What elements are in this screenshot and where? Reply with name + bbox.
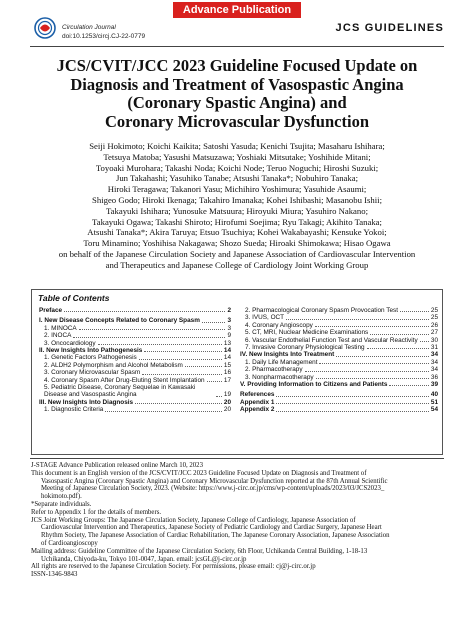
footnote-line: *Separate individuals. (31, 500, 92, 508)
toc-entry-page: 27 (430, 329, 438, 337)
toc-entry-page: 2 (227, 307, 231, 314)
toc-entry[interactable] (39, 362, 231, 369)
footnote-line: hokimoto.pdf). (41, 493, 82, 501)
toc-entry-page: 36 (430, 373, 438, 381)
author-line: Toyoaki Murohara; Takashi Noda; Koichi Node; Teruo Noguchi; Hiroshi Suzuki; (95, 162, 379, 173)
toc-entry[interactable] (240, 381, 438, 388)
toc-entry-label: 5. Pediatric Disease, Coronary Sequelae in Kawasaki Disease and Vasospastic Angina (44, 384, 196, 399)
toc-leader-dots (105, 411, 222, 412)
jcs-logo-icon (34, 17, 56, 39)
toc-entry-label: 3. Coronary Microvascular Spasm (44, 369, 141, 377)
toc-entry-label: II. New Insights Into Pathogenesis (39, 347, 143, 355)
journal-doi: doi:10.1253/circj.CJ-22-0779 (62, 32, 146, 40)
toc-leader-dots (367, 348, 429, 349)
toc-entry[interactable] (240, 314, 438, 321)
author-line: Toru Minamino; Yoshihisa Nakagawa; Shozo Sueda; Hiroaki Shimokawa; Hisao Ogawa (83, 238, 391, 249)
toc-leader-dots (305, 371, 429, 372)
footnote-line: Uchikanda, Chiyoda-ku, Tokyo 101-0047, Japan. email: jcsGL@j-circ.or.jp (41, 555, 247, 563)
toc-entry[interactable] (39, 384, 231, 399)
footnote-line: Mailing address: Guideline Committee of the Japanese Circulation Society, 6th Floor, Uchikanda Central Building, 1-18-13 (31, 547, 368, 555)
toc-entry-label: 6. Vascular Endothelial Function Test and Vascular Reactivity (245, 336, 418, 344)
toc-leader-dots (202, 322, 226, 323)
author-line: Jun Takahashi; Yasuhiko Tanabe; Atsushi Tanaka*; Nobuhiro Tanaka; (115, 173, 359, 184)
toc-entry-page: 20 (223, 398, 231, 406)
author-list (20, 141, 454, 271)
toc-entry-label: 1. MINOCA (44, 324, 77, 332)
toc-entry[interactable] (39, 369, 231, 376)
toc-leader-dots (276, 411, 428, 412)
toc-leader-dots (135, 403, 222, 404)
toc-entry-label: 2. INOCA (44, 332, 72, 340)
toc-entry[interactable] (39, 325, 231, 332)
toc-entry-label: 1. Genetic Factors Pathogenesis (44, 354, 137, 362)
footnote-line: This document is an English version of the JCS/CVIT/JCC 2023 Guideline Focused Update on Diagnosis and Treatment of (31, 469, 367, 477)
author-line: Hiroki Teragawa; Takanori Yasu; Michihiro Yoshimura; Yasuhide Asaumi; (107, 184, 367, 195)
toc-entry-label: 5. CT, MRI, Nuclear Medicine Examinations (245, 329, 369, 337)
toc-entry-label: 4. Coronary Spasm After Drug-Eluting Stent Implantation (44, 376, 205, 384)
toc-entry[interactable] (39, 307, 231, 314)
toc-entry-page: 34 (430, 351, 438, 359)
toc-leader-dots (79, 329, 226, 330)
footnote-line: Rhythm Society, The Japanese Association of Cardiac Rehabilitation, The Japanese Coronary Association, Japanese Association (41, 532, 390, 540)
toc-entry[interactable] (240, 374, 438, 381)
toc-leader-dots (319, 363, 428, 364)
toc-entry-label: References (240, 391, 275, 399)
toc-leader-dots (64, 311, 225, 312)
toc-entry-label: 2. ALDH2 Polymorphism and Alcohol Metabolism (44, 361, 183, 369)
toc-entry[interactable] (39, 399, 231, 406)
toc-entry-page: 3 (227, 317, 231, 325)
toc-entry[interactable] (240, 399, 438, 406)
toc-leader-dots (185, 366, 222, 367)
header-divider (30, 46, 444, 47)
toc-entry-page: 16 (223, 369, 231, 377)
toc-entry-label: 1. Daily Life Management (245, 358, 318, 366)
footnote-line: Meeting of Japanese Circulation Society, 2023. (Website: https://www.j-circ.or.jp/cms/wp-content/uploads/2023/03/JCS2023_ (41, 485, 385, 493)
toc-leader-dots (420, 341, 429, 342)
toc-left-column (39, 307, 231, 414)
toc-right-column (240, 307, 438, 414)
toc-entry-label: 1. Diagnostic Criteria (44, 406, 104, 414)
article-title (20, 57, 454, 131)
journal-name: Circulation Journal (62, 24, 116, 31)
author-line: on behalf of the Japanese Circulation Society and Japanese Association of Cardiovascular Intervention (58, 248, 416, 259)
toc-entry-page: 17 (223, 376, 231, 384)
toc-entry-label: V. Providing Information to Citizens and Patients (240, 381, 388, 389)
toc-entry[interactable] (240, 344, 438, 351)
toc-entry-page: 34 (430, 366, 438, 374)
toc-leader-dots (400, 311, 429, 312)
author-line: and Therapeutics and Japanese College of Cardiology Joint Working Group (105, 259, 369, 270)
toc-entry-label: I. New Disease Concepts Related to Coronary Spasm (39, 317, 200, 325)
toc-leader-dots (144, 351, 222, 352)
toc-entry-page: 26 (430, 321, 438, 329)
advance-publication-label: Advance Publication (173, 2, 301, 18)
author-line: Takayuki Ogawa; Takashi Shiroto; Hirofumi Soejima; Ryu Takagi; Akihito Tanaka; (92, 216, 382, 227)
toc-leader-dots (142, 374, 222, 375)
footnote-line: of Cardioangioscopy (41, 539, 98, 547)
toc-entry-label: 3. Nonpharmacotherapy (245, 373, 314, 381)
section-label: JCS GUIDELINES (335, 22, 444, 34)
toc-entry-page: 25 (430, 314, 438, 322)
title-line: JCS/CVIT/JCC 2023 Guideline Focused Update on (56, 56, 418, 75)
toc-entry[interactable] (240, 329, 438, 336)
author-line: Tetsuya Matoba; Yasushi Matsuzawa; Yoshiaki Mitsutake; Yoshihide Mitani; (103, 151, 371, 162)
toc-entry-label: IV. New Insights Into Treatment (240, 351, 335, 359)
toc-entry-page: 51 (430, 398, 438, 406)
toc-entry-page: 15 (223, 361, 231, 369)
toc-entry-label: 3. IVUS, OCT (245, 314, 285, 322)
toc-entry-label: 2. Pharmacotherapy (245, 366, 303, 374)
toc-entry-label: III. New Insights Into Diagnosis (39, 398, 134, 406)
table-of-contents (31, 289, 443, 455)
toc-entry[interactable] (240, 307, 438, 314)
toc-entry-label: Appendix 2 (240, 406, 275, 414)
toc-entry-page: 19 (223, 391, 231, 399)
toc-leader-dots (370, 334, 429, 335)
toc-entry-page: 40 (430, 391, 438, 399)
toc-entry-page: 30 (430, 336, 438, 344)
toc-entry-page: 9 (227, 332, 231, 340)
author-line: Atsushi Tanaka*; Akira Taruya; Etsuo Tsuchiya; Kohei Wakabayashi; Kensuke Yokoi; (87, 227, 387, 238)
toc-entry[interactable] (39, 377, 231, 384)
toc-entry[interactable] (39, 354, 231, 361)
toc-entry[interactable] (240, 322, 438, 329)
title-line: (Coronary Spastic Angina) and (127, 93, 347, 112)
footer-divider (30, 458, 444, 459)
author-line: Takayuki Ishihara; Yunosuke Matsuura; Hiroyuki Miura; Yasuhiro Nakano; (105, 205, 369, 216)
footnotes (31, 462, 444, 579)
toc-entry[interactable] (240, 359, 438, 366)
toc-leader-dots (276, 403, 428, 404)
advance-publication-banner (0, 0, 474, 16)
toc-entry[interactable] (240, 406, 438, 413)
toc-leader-dots (216, 396, 222, 397)
toc-entry[interactable] (240, 391, 438, 398)
toc-leader-dots (276, 396, 428, 397)
toc-entry[interactable] (39, 406, 231, 413)
toc-leader-dots (73, 337, 225, 338)
toc-entry[interactable] (39, 340, 231, 347)
toc-leader-dots (286, 319, 429, 320)
toc-title: Table of Contents (38, 293, 110, 303)
toc-leader-dots (336, 356, 429, 357)
toc-leader-dots (315, 326, 429, 327)
toc-entry-label: Appendix 1 (240, 398, 275, 406)
toc-leader-dots (389, 385, 428, 386)
toc-entry-label: Preface (39, 307, 63, 314)
toc-entry[interactable] (240, 366, 438, 373)
footnote-line: J-STAGE Advance Publication released online March 10, 2023 (31, 462, 203, 469)
toc-entry-label: 7. Invasive Coronary Physiological Testing (245, 344, 365, 352)
toc-entry-page: 25 (430, 307, 438, 314)
toc-entry[interactable] (39, 332, 231, 339)
toc-entry[interactable] (240, 351, 438, 358)
toc-entry[interactable] (240, 337, 438, 344)
footnote-line: ISSN-1346-9843 (31, 571, 78, 579)
title-line: Coronary Microvascular Dysfunction (105, 111, 369, 131)
toc-entry-page: 31 (430, 344, 438, 352)
toc-entry-page: 39 (430, 381, 438, 389)
toc-entry[interactable] (39, 347, 231, 354)
footnote-line: Cardiovascular Intervention and Therapeutics, Japanese Society of Pediatric Cardiology and Cardiac Surgery, Japanese Heart (41, 524, 382, 532)
toc-entry-page: 14 (223, 347, 231, 355)
footnote-line: All rights are reserved to the Japanese Circulation Society. For permissions, please email: cj@j-circ.or.jp (31, 563, 316, 571)
footnote-line: JCS Joint Working Groups: The Japanese Circulation Society, Japanese College of Cardiology, Japanese Association of (31, 516, 356, 524)
toc-entry-label: 3. Oncocardiology (44, 339, 96, 347)
author-line: Seiji Hokimoto; Koichi Kaikita; Satoshi Yasuda; Kenichi Tsujita; Masaharu Ishihara; (89, 141, 385, 151)
toc-entry-page: 13 (223, 339, 231, 347)
toc-leader-dots (207, 381, 222, 382)
title-line: Diagnosis and Treatment of Vasospastic Angina (70, 74, 404, 94)
toc-entry-label: 2. Pharmacological Coronary Spasm Provocation Test (245, 307, 398, 314)
footnote-line: Refer to Appendix 1 for the details of members. (31, 508, 162, 516)
toc-leader-dots (139, 359, 222, 360)
author-line: Shigeo Godo; Hiroki Ikenaga; Takahiro Imanaka; Kohei Ishibashi; Masanobu Ishii; (92, 194, 382, 205)
toc-entry-page: 3 (227, 324, 231, 332)
toc-entry-page: 20 (223, 406, 231, 414)
toc-entry-page: 14 (223, 354, 231, 362)
toc-entry-label: 4. Coronary Angioscopy (245, 321, 313, 329)
toc-leader-dots (98, 344, 222, 345)
toc-entry[interactable] (39, 317, 231, 324)
toc-leader-dots (316, 378, 429, 379)
footnote-line: Vasospastic Angina (Coronary Spastic Angina) and Coronary Microvascular Dysfunction reported at the 87th Annual Scientific (41, 477, 388, 485)
toc-entry-page: 34 (430, 358, 438, 366)
toc-entry-page: 54 (430, 406, 438, 414)
journal-info (62, 24, 145, 41)
